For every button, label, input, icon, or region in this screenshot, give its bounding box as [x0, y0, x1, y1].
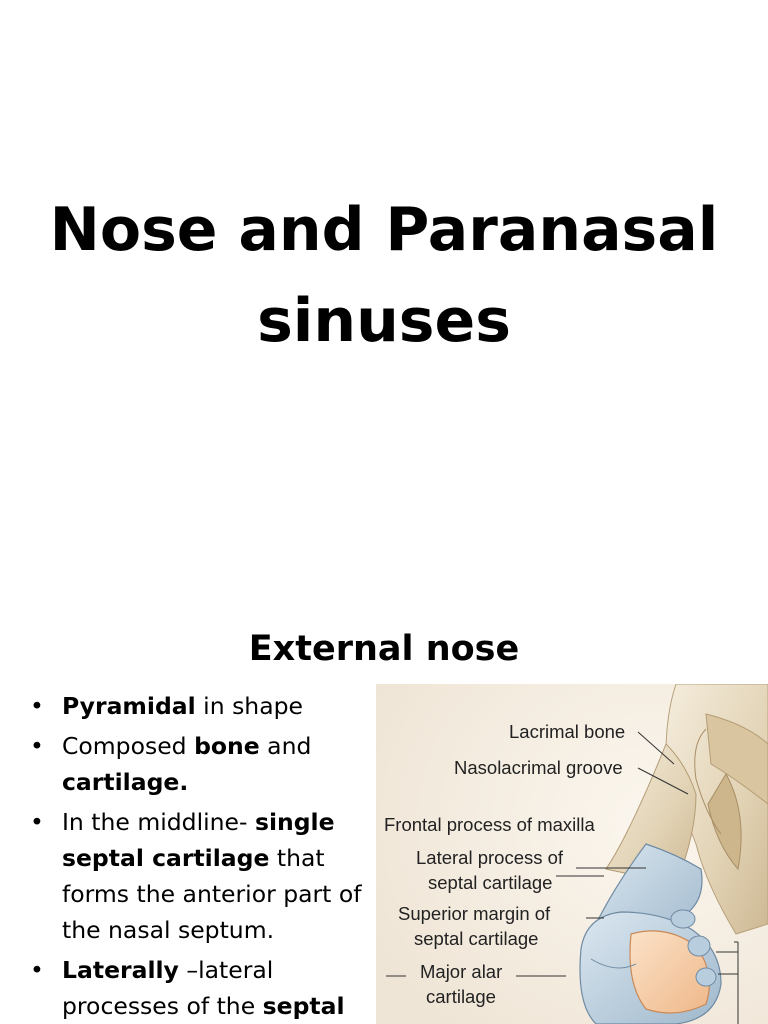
bullet-text: in shape: [195, 692, 303, 720]
bullet-bold-text: cartilage.: [62, 768, 189, 796]
label-lateral-process-line-1: Lateral process of: [416, 847, 564, 868]
bullet-item: [30, 804, 380, 948]
bullet-bold-text: Pyramidal: [62, 692, 196, 720]
slide-title-line-1: Nose and Paranasal: [49, 195, 719, 265]
nose-anatomy-illustration: [376, 684, 768, 1024]
minor-cartilage-shape: [671, 910, 695, 928]
minor-cartilage-shape: [688, 936, 710, 956]
bullet-bold-text: Laterally: [62, 956, 179, 984]
bullet-text: In the middline-: [62, 808, 255, 836]
label-frontal-process: Frontal process of maxilla: [384, 814, 595, 835]
bullet-list: [30, 688, 380, 1024]
label-superior-margin-line-1: Superior margin of: [398, 903, 551, 924]
label-major-alar-line-2: cartilage: [426, 986, 496, 1007]
slide-title: [0, 185, 768, 367]
label-lacrimal-bone: Lacrimal bone: [509, 721, 626, 742]
bullet-item: [30, 728, 380, 800]
minor-cartilage-shape: [696, 968, 716, 986]
section-title: External nose: [248, 629, 520, 669]
bullet-bold-text: single septal cartilage: [62, 808, 335, 872]
slide-title-line-2: sinuses: [257, 286, 511, 356]
bullet-bold-text: septal: [262, 992, 345, 1020]
label-major-alar-line-1: Major alar: [420, 961, 503, 982]
label-lateral-process-line-2: septal cartilage: [428, 872, 553, 893]
bullet-text: that forms the anterior part of the nasal septum.: [62, 844, 362, 944]
bullet-text: and: [259, 732, 312, 760]
content-slide: [0, 576, 768, 1024]
nose-anatomy-svg: [376, 684, 768, 1024]
bullet-item: [30, 688, 380, 724]
label-superior-margin-line-2: septal cartilage: [414, 928, 539, 949]
bullet-text: Composed: [62, 732, 195, 760]
bullet-item: [30, 952, 380, 1024]
bullet-bold-text: bone: [194, 732, 260, 760]
bullet-text: –lateral processes of the: [62, 956, 274, 1020]
label-nasolacrimal-groove: Nasolacrimal groove: [454, 757, 623, 778]
